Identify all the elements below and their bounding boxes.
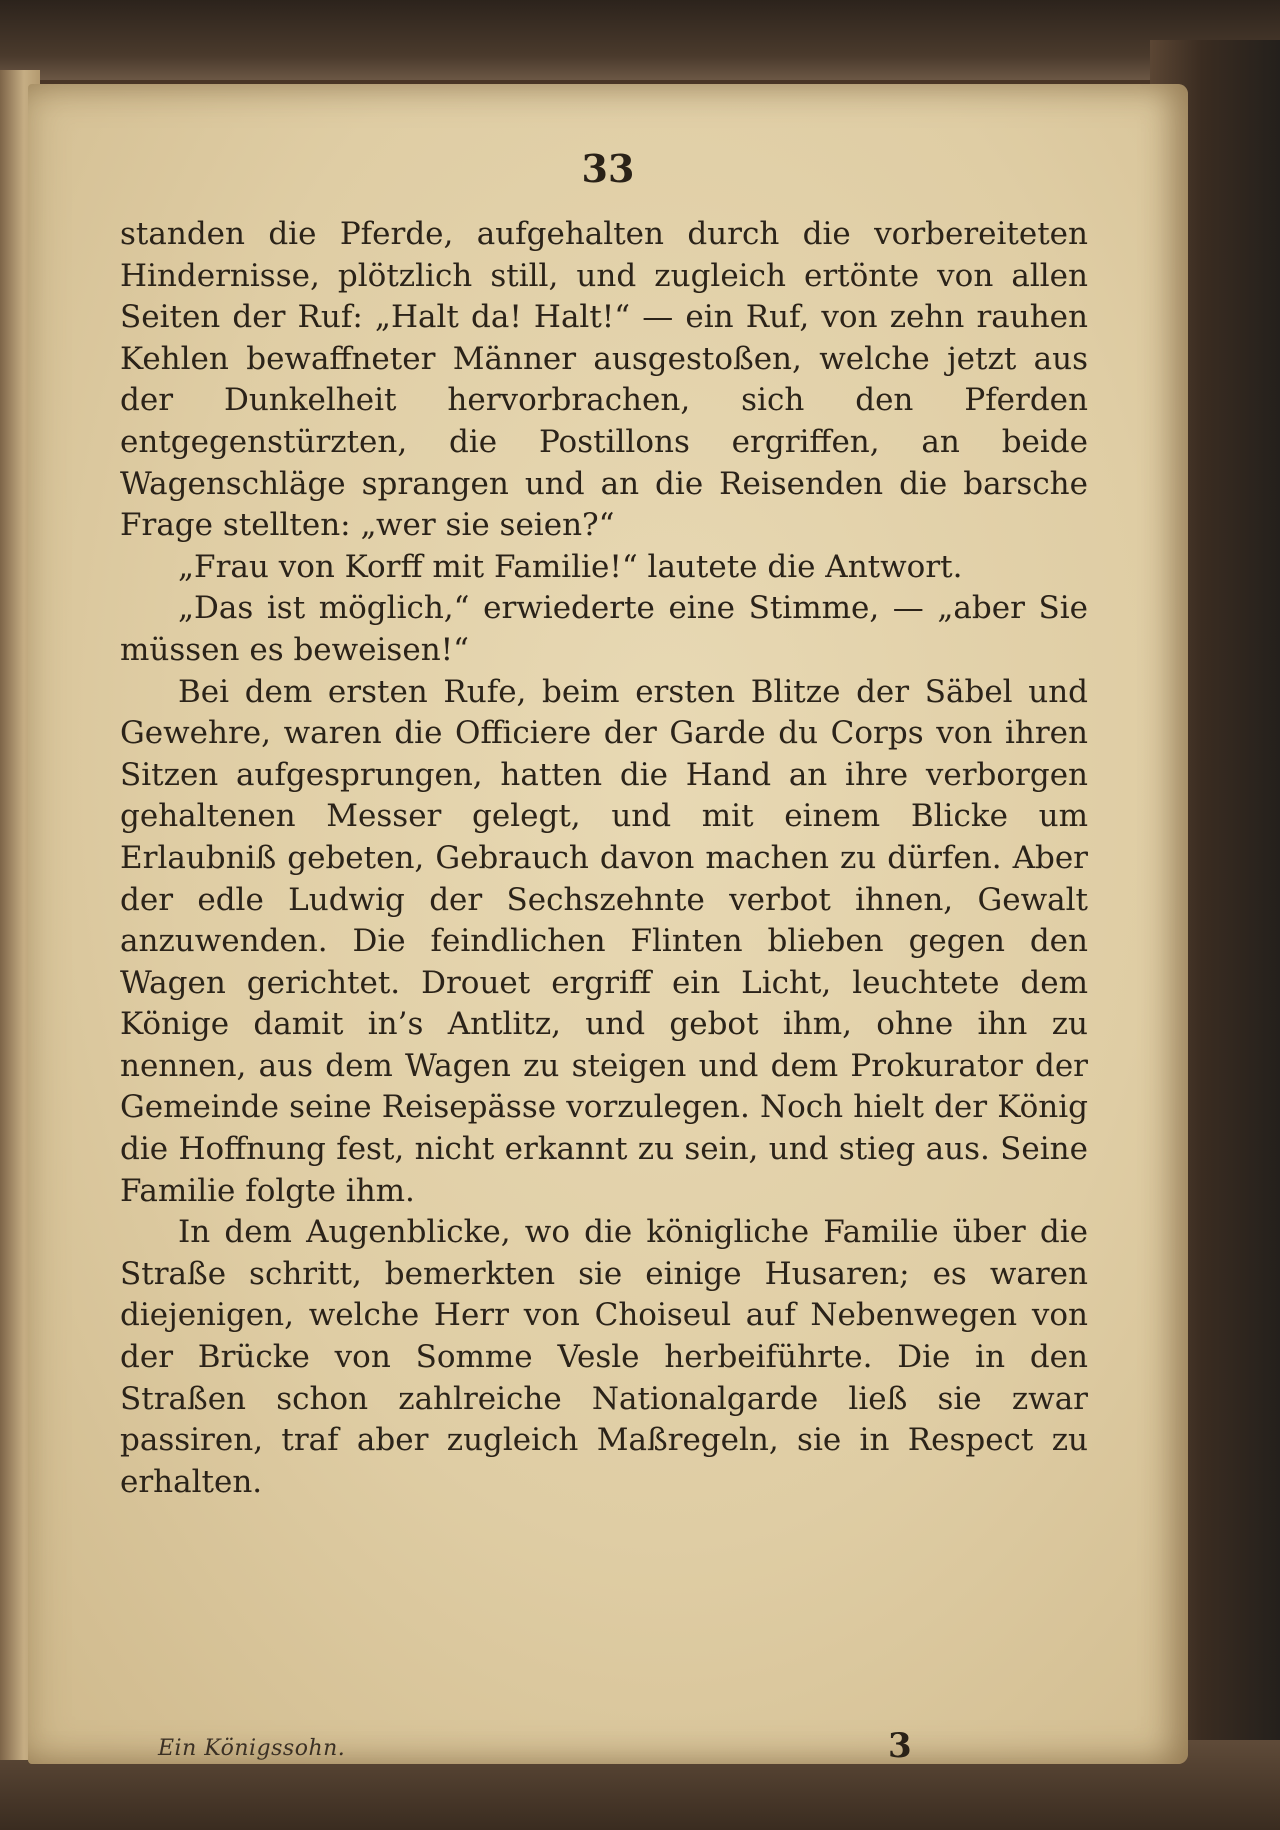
page-number: 33 (581, 146, 635, 191)
paragraph-1: standen die Pferde, aufgehalten durch die vorbereiteten Hindernisse, plötzlich still, und zugleich ertönte von allen Seiten der Ruf: „Halt da! Halt!“ — ein Ruf, von zehn rauhen Kehlen bewaffneter Männer ausgestoßen, welche jetzt aus der Dunkelheit hervorbrachen, sich den Pferden entgegenstürzten, die Postillons ergriffen, an beide Wagenschläge sprangen und an die Reisenden die barsche Frage stellten: „wer sie seien?“ (120, 216, 1088, 544)
paragraph-2: „Frau von Korff mit Familie!“ lautete die Antwort. (178, 548, 963, 585)
book-page (28, 84, 1188, 1764)
footer-signature-mark: 3 (888, 1726, 912, 1766)
body-text (120, 214, 1088, 1503)
paragraph-3: „Das ist möglich,“ erwiederte eine Stimme, — „aber Sie müssen es beweisen!“ (120, 590, 1088, 668)
footer-book-title: Ein Königssohn. (158, 1736, 346, 1761)
book-cover-top (0, 0, 1280, 80)
paragraph-4: Bei dem ersten Rufe, beim ersten Blitze der Säbel und Gewehre, waren die Officiere der Garde du Corps von ihren Sitzen aufgesprungen, hatten die Hand an ihre verborgen gehaltenen Messer gelegt, und mit einem Blicke um Erlaubniß gebeten, Gebrauch davon machen zu dürfen. Aber der edle Ludwig der Sechszehnte verbot ihnen, Gewalt anzuwenden. Die feindlichen Flinten blieben gegen den Wagen gerichtet. Drouet ergriff ein Licht, leuchtete dem Könige damit in’s Antlitz, und gebot ihm, ohne ihn zu nennen, aus dem Wagen zu steigen und dem Prokurator der Gemeinde seine Reisepässe vorzulegen. Noch hielt der König die Hoffnung fest, nicht erkannt zu sein, und stieg aus. Seine Familie folgte ihm. (120, 673, 1088, 1209)
paragraph-5: In dem Augenblicke, wo die königliche Familie über die Straße schritt, bemerkten sie einige Husaren; es waren diejenigen, welche Herr von Choiseul auf Nebenwegen von der Brücke von Somme Vesle herbeiführte. Die in den Straßen schon zahlreiche Nationalgarde ließ sie zwar passiren, traf aber zugleich Maßregeln, sie in Respect zu erhalten. (120, 1214, 1088, 1500)
